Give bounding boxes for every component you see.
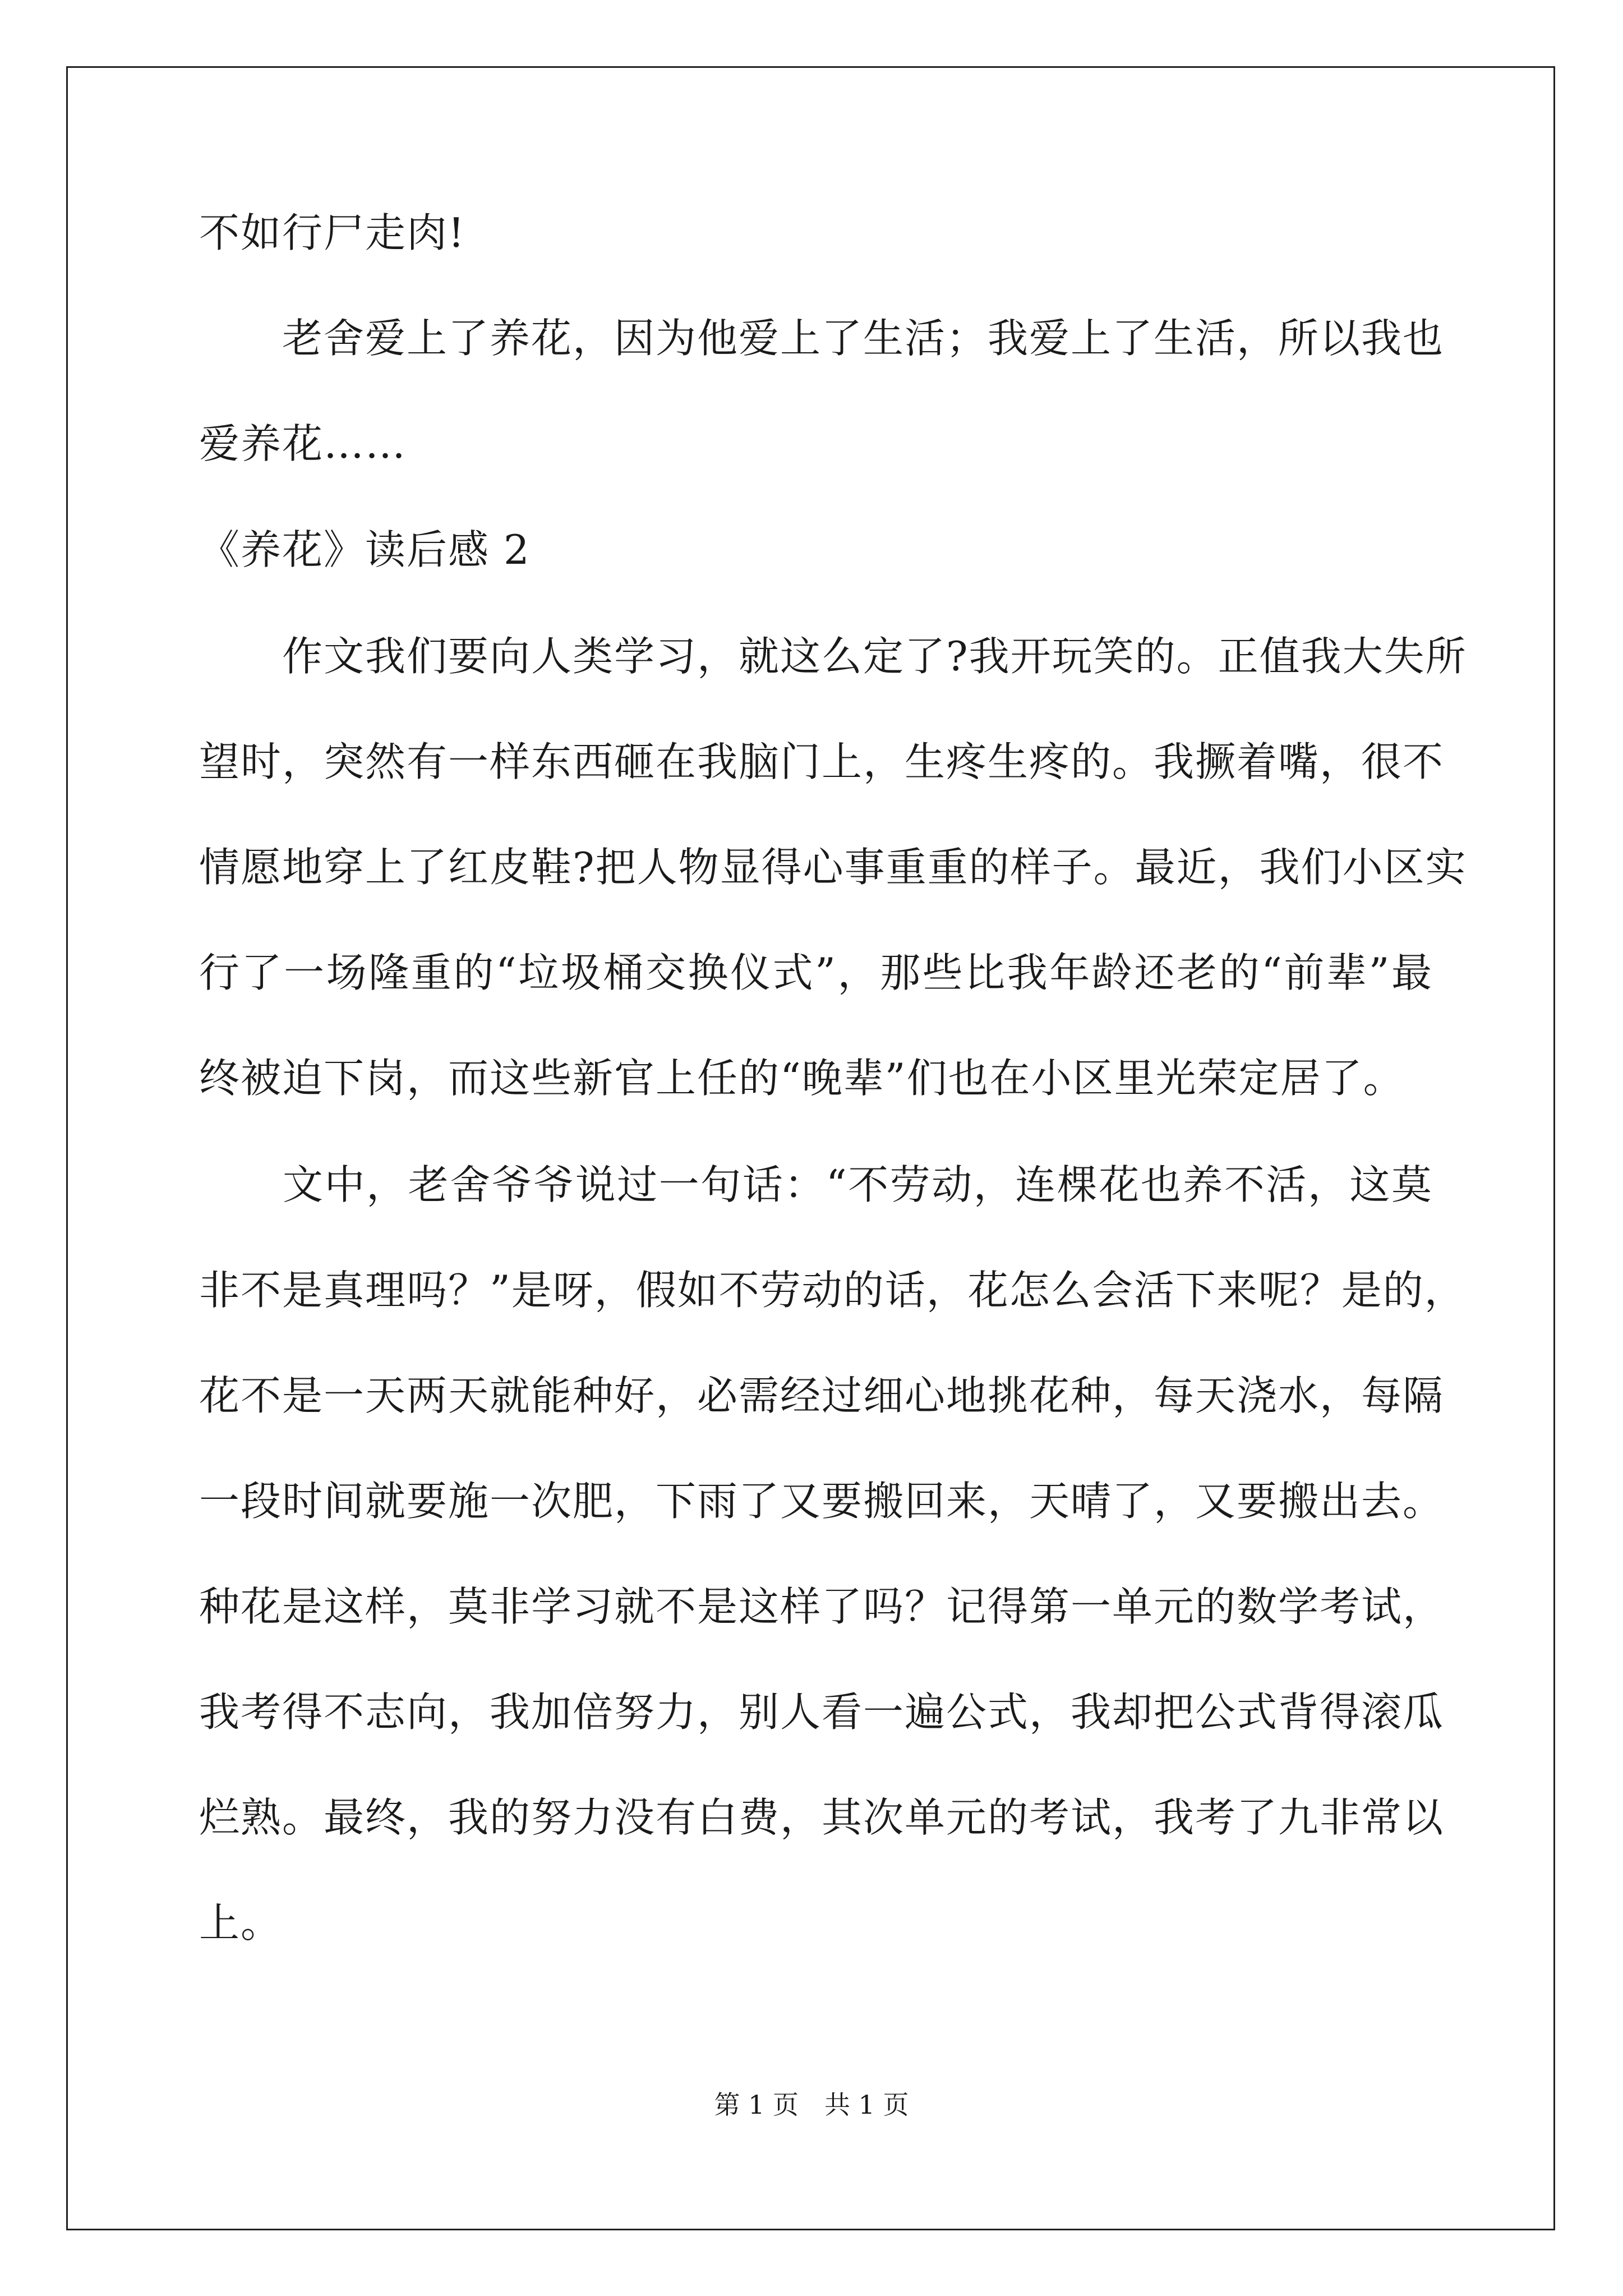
text-line: 上。 bbox=[199, 1899, 283, 1947]
text-line: 文中，老舍爷爷说过一句话：“不劳动，连棵花也养不活，这莫 bbox=[199, 1161, 1433, 1208]
text-line: 烂熟。最终，我的努力没有白费，其次单元的考试，我考了九非常以 bbox=[199, 1794, 1445, 1841]
text-line: 望时，突然有一样东西砸在我脑门上，生疼生疼的。我撅着嘴，很不 bbox=[199, 738, 1445, 785]
text-line: 情愿地穿上了红皮鞋?把人物显得心事重重的样子。最近，我们小区实 bbox=[199, 844, 1467, 891]
text-line: 作文我们要向人类学习，就这么定了?我开玩笑的。正值我大失所 bbox=[199, 633, 1467, 680]
section-heading: 《养花》读后感 2 bbox=[199, 526, 531, 573]
text-line: 种花是这样，莫非学习就不是这样了吗？记得第一单元的数学考试， bbox=[199, 1583, 1445, 1630]
text-line: 花不是一天两天就能种好，必需经过细心地挑花种，每天浇水，每隔 bbox=[199, 1372, 1445, 1419]
text-line: 行了一场隆重的“垃圾桶交换仪式”，那些比我年龄还老的“前辈”最 bbox=[199, 949, 1433, 996]
text-line: 我考得不志向，我加倍努力，别人看一遍公式，我却把公式背得滚瓜 bbox=[199, 1688, 1445, 1736]
page-border bbox=[66, 66, 1555, 2230]
text-line: 不如行尸走肉! bbox=[199, 209, 465, 256]
page-number-footer: 第 1 页 共 1 页 bbox=[714, 2090, 909, 2120]
text-line: 非不是真理吗？”是呀，假如不劳动的话，花怎么会活下来呢？是的， bbox=[199, 1267, 1466, 1314]
text-line: 一段时间就要施一次肥，下雨了又要搬回来，天晴了，又要搬出去。 bbox=[199, 1478, 1445, 1525]
text-line: 爱养花…… bbox=[199, 420, 407, 467]
text-line: 终被迫下岗，而这些新官上任的“晚辈”们也在小区里光荣定居了。 bbox=[199, 1055, 1405, 1102]
text-line: 老舍爱上了养花，因为他爱上了生活；我爱上了生活，所以我也 bbox=[199, 315, 1445, 362]
